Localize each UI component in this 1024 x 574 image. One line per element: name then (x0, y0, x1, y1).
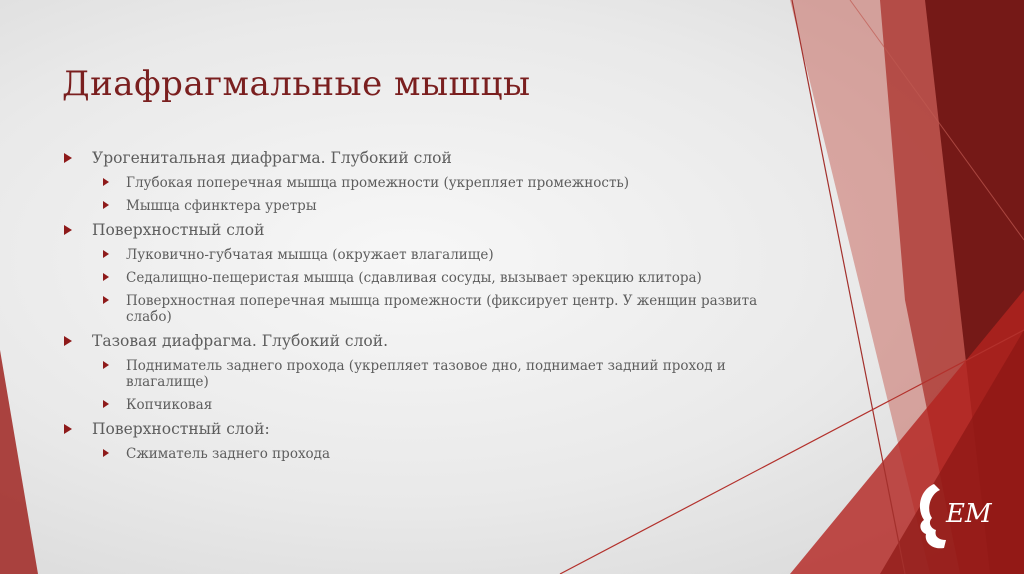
list-item: Поверхностный слой: (62, 419, 782, 439)
list-item: Мышца сфинктера уретры (62, 198, 782, 214)
triangle-bullet-icon (64, 153, 72, 163)
em-logo-icon (912, 478, 996, 554)
list-item: Копчиковая (62, 397, 782, 413)
list-item: Поверхностная поперечная мышца промежности (фиксирует центр. У женщин развита слабо) (62, 293, 776, 325)
list-item: Луковично-губчатая мышца (окружает влагалище) (62, 247, 782, 263)
triangle-bullet-icon (103, 296, 109, 304)
triangle-bullet-icon (64, 336, 72, 346)
triangle-bullet-icon (103, 250, 109, 258)
triangle-bullet-icon (103, 449, 109, 457)
list-item: Подниматель заднего прохода (укрепляет тазовое дно, поднимает задний проход и влагалище) (62, 358, 776, 390)
list-item: Сжиматель заднего прохода (62, 446, 782, 462)
logo-lettering: EM (946, 499, 992, 529)
triangle-bullet-icon (103, 178, 109, 186)
list-item: Урогенитальная диафрагма. Глубокий слой (62, 148, 782, 168)
triangle-bullet-icon (103, 361, 109, 369)
triangle-bullet-icon (64, 225, 72, 235)
slide-title: Диафрагмальные мышцы (62, 64, 531, 104)
list-item: Тазовая диафрагма. Глубокий слой. (62, 331, 782, 351)
list-item: Седалищно-пещеристая мышца (сдавливая сосуды, вызывает эрекцию клитора) (62, 270, 782, 286)
triangle-bullet-icon (103, 273, 109, 281)
triangle-bullet-icon (103, 201, 109, 209)
triangle-bullet-icon (103, 400, 109, 408)
triangle-bullet-icon (64, 424, 72, 434)
bullet-list (62, 142, 782, 462)
list-item: Глубокая поперечная мышца промежности (укрепляет промежность) (62, 175, 782, 191)
left-wedge-shape (0, 350, 38, 574)
list-item: Поверхностный слой (62, 220, 782, 240)
